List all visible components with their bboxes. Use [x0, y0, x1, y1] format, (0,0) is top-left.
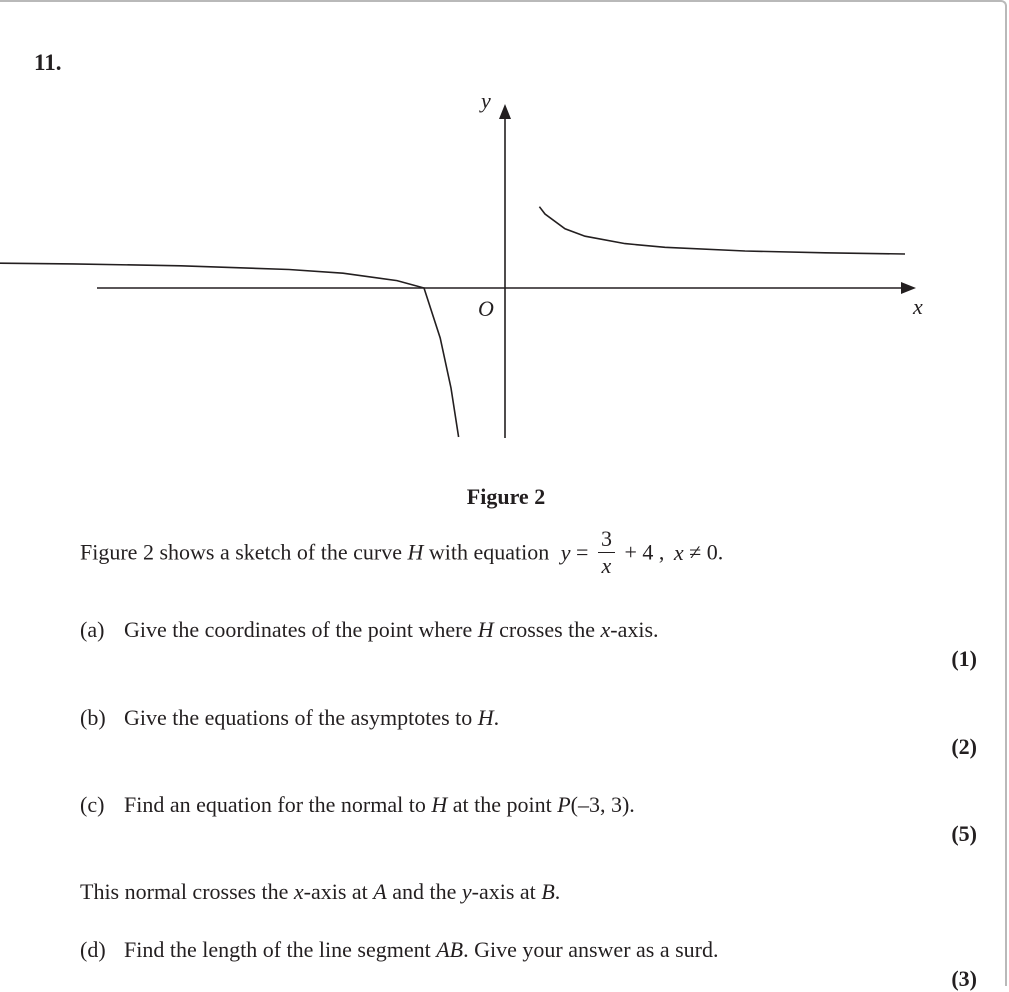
normal-statement: This normal crosses the x-axis at A and the y-axis at B. — [80, 879, 561, 904]
y-axis-label: y — [481, 88, 491, 113]
part-b-marks: (2) — [951, 734, 977, 759]
part-d-marks: (3) — [951, 966, 977, 991]
fraction-3-over-x: $\frac{3}{x}$ — [598, 528, 615, 577]
part-d: (d) Find the length of the line segment AB. Give your answer as a surd. — [80, 937, 719, 962]
figure-2-sketch — [0, 80, 1009, 450]
curve-right-branch — [539, 207, 905, 254]
intro-statement: Figure 2 shows a sketch of the curve H with equation y = $\frac{3}{x}$ + 4 , x ≠ 0. — [80, 526, 724, 578]
part-b: (b) Give the equations of the asymptotes to H. — [80, 705, 500, 730]
curve-left-branch — [0, 263, 459, 437]
part-a-marks: (1) — [951, 646, 977, 671]
x-axis-arrowhead — [901, 282, 916, 294]
part-c-marks: (5) — [951, 821, 977, 846]
part-a: (a) Give the coordinates of the point where H crosses the x-axis. — [80, 617, 659, 642]
origin-label: O — [478, 296, 494, 321]
question-number: 11. — [34, 50, 62, 75]
figure-caption: Figure 2 — [466, 484, 546, 509]
part-c: (c) Find an equation for the normal to H at the point P(–3, 3). — [80, 792, 635, 817]
x-axis-label: x — [913, 294, 923, 319]
y-axis-arrowhead — [499, 104, 511, 119]
